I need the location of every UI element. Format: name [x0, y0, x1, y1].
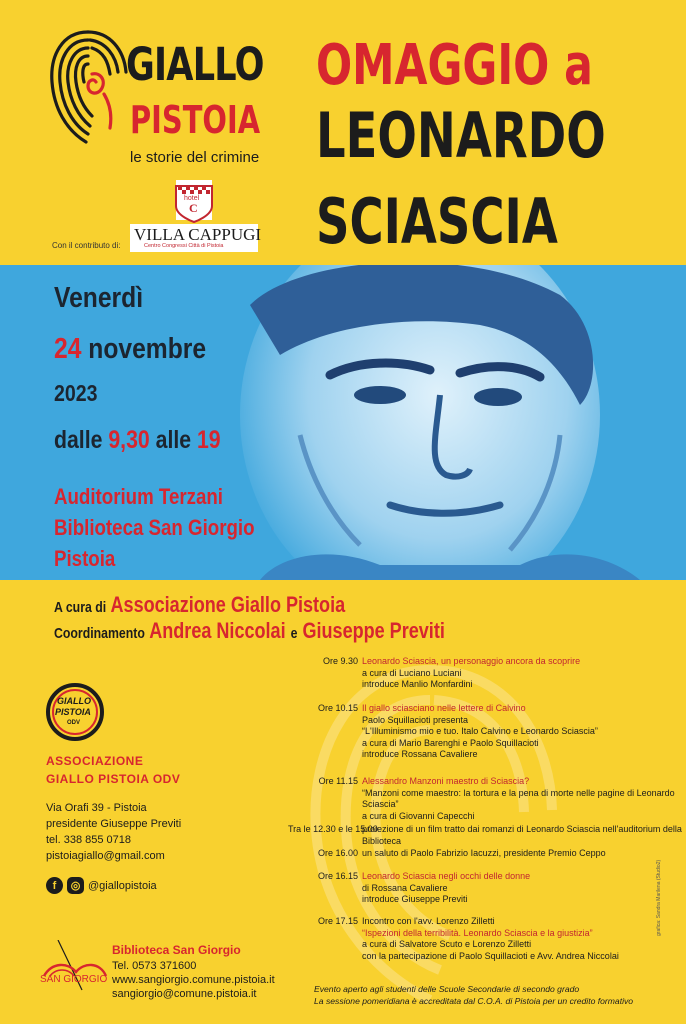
contribution-label: Con il contributo di: — [52, 241, 121, 250]
san-giorgio-logo-label: SAN GIORGIO — [40, 974, 108, 985]
programme-line: Incontro con l'avv. Lorenzo Zilletti — [362, 916, 495, 926]
cura-value: Associazione Giallo Pistoia — [110, 592, 346, 617]
programme-time: Ore 10.15 — [317, 703, 358, 713]
title-line-3: SCIASCIA — [316, 185, 558, 258]
time-to: 19 — [196, 426, 221, 454]
library-email[interactable]: sangiorgio@comune.pistoia.it — [112, 988, 257, 1000]
design-credit: grafica: Sandra Marilena (Studio2) — [656, 859, 662, 936]
logo-giallo-text: GIALLO — [126, 38, 264, 91]
programme-time: Ore 16.00 — [317, 848, 358, 858]
programme-item — [317, 916, 619, 962]
footer-note — [314, 983, 633, 1007]
sponsor-letter: C — [189, 201, 198, 215]
association-title-2: GIALLO PISTOIA ODV — [46, 772, 181, 786]
association-phone: tel. 338 855 0718 — [46, 834, 132, 846]
facebook-icon[interactable]: f — [46, 877, 63, 894]
programme-line: introduce Manlio Monfardini — [362, 679, 473, 689]
title-line-2: LEONARDO — [316, 99, 606, 172]
association-president: presidente Giuseppe Previti — [46, 818, 182, 830]
programme-line: proiezione di un film tratto dai romanzi di Leonardo Sciascia nell'auditorium della Biblioteca — [362, 824, 682, 846]
association-title — [46, 752, 180, 788]
footer-note-line-2: La sessione pomeridiana è accreditata dal C.O.A. di Pistoia per un credito formativo — [314, 996, 634, 1006]
event-day: Venerdì — [54, 282, 144, 314]
library-name: Biblioteca San Giorgio — [112, 943, 241, 957]
event-date-number: 24 — [54, 333, 82, 365]
association-logo-line1: GIALLO — [57, 696, 91, 706]
association-address: Via Orafi 39 - Pistoia — [46, 802, 147, 814]
programme-line: a cura di Mario Barenghi e Paolo Squillacioti — [362, 737, 539, 748]
event-time — [54, 426, 221, 455]
programme-item — [317, 871, 531, 906]
san-giorgio-logo-icon — [38, 940, 112, 996]
programme-line: introduce Rossana Cavaliere — [362, 749, 478, 759]
instagram-icon[interactable]: ◎ — [67, 877, 84, 894]
coord-name-1: Andrea Niccolai — [149, 618, 286, 643]
programme-time: Ore 17.15 — [317, 916, 358, 926]
programme-line: Paolo Squillacioti presenta — [362, 714, 469, 725]
sponsor-small-label: hotel — [184, 195, 200, 202]
logo-tagline: le storie del crimine — [130, 149, 260, 166]
social-handle[interactable]: @giallopistoia — [88, 879, 157, 892]
location-line-3: Pistoia — [54, 546, 116, 571]
time-from: 9,30 — [108, 426, 150, 454]
programme-line: con la partecipazione di Paolo Squillacioti e Avv. Andrea Niccolai — [362, 950, 619, 961]
sponsor-logo — [130, 180, 262, 252]
sponsor-subtitle: Centro Congressi Città di Pistoia — [144, 243, 224, 249]
programme-time: Ore 16.15 — [317, 871, 358, 881]
programme-item — [317, 703, 598, 761]
logo-pistoia-text: PISTOIA — [130, 98, 261, 142]
location-line-1: Auditorium Terzani — [54, 484, 224, 509]
programme-heading: “Ispezioni della terribilità. Leonardo Sciascia e la giustizia” — [362, 927, 593, 938]
time-mid: alle — [155, 426, 192, 454]
time-prefix: dalle — [54, 426, 103, 454]
footer-note-line-1: Evento aperto agli studenti delle Scuole Secondarie di secondo grado — [314, 984, 580, 994]
association-logo-line3: ODV — [67, 720, 81, 726]
association-logo-line2: PISTOIA — [55, 707, 91, 717]
association-title-1: ASSOCIAZIONE — [46, 754, 144, 768]
programme-line: di Rossana Cavaliere — [362, 882, 448, 893]
social-links — [46, 877, 157, 894]
programme-time: Tra le 12.30 e le 15.00 — [288, 824, 378, 834]
title-line-1: OMAGGIO a — [316, 33, 593, 98]
fingerprint-logo-icon — [46, 24, 130, 148]
coord-and: e — [290, 625, 298, 642]
programme-line: un saluto di Paolo Fabrizio Iacuzzi, presidente Premio Ceppo — [362, 848, 606, 858]
library-phone: Tel. 0573 371600 — [112, 960, 197, 972]
programme-heading: Alessandro Manzoni maestro di Sciascia? — [362, 776, 530, 786]
programme-item — [317, 848, 606, 860]
programme-line: a cura di Luciano Luciani — [362, 667, 462, 678]
event-date — [54, 333, 206, 366]
programme-line: “L'Illuminismo mio e tuo. Italo Calvino e Leonardo Sciascia” — [362, 726, 598, 736]
programme-line: a cura di Giovanni Capecchi — [362, 810, 475, 821]
programme-time: Ore 9.30 — [322, 656, 358, 666]
programme-time: Ore 11.15 — [318, 776, 358, 786]
library-website[interactable]: www.sangiorgio.comune.pistoia.it — [112, 974, 275, 986]
event-date-month: novembre — [88, 333, 207, 365]
event-year: 2023 — [54, 380, 98, 406]
association-logo — [46, 683, 104, 741]
programme-item — [322, 656, 581, 691]
coord-label: Coordinamento — [54, 625, 145, 642]
location-line-2: Biblioteca San Giorgio — [54, 515, 255, 540]
programme-item — [318, 776, 686, 822]
programme-item — [288, 824, 686, 847]
association-email[interactable]: pistoiagiallo@gmail.com — [46, 850, 165, 862]
programme-line: introduce Giuseppe Previti — [362, 894, 468, 904]
coord-name-2: Giuseppe Previti — [302, 618, 445, 643]
sponsor-name: VILLA CAPPUGI — [134, 225, 262, 244]
library-contacts — [112, 959, 275, 1001]
association-contacts — [46, 800, 181, 864]
programme-heading: Leonardo Sciascia, un personaggio ancora da scoprire — [362, 656, 581, 666]
programme-line: “Manzoni come maestro: la tortura e la pena di morte nelle pagine di Leonardo Sciascia” — [362, 787, 675, 809]
programme-heading: Il giallo sciasciano nelle lettere di Calvino — [362, 703, 526, 713]
cura-label: A cura di — [54, 599, 107, 616]
cura-line — [54, 592, 345, 618]
programme-line: a cura di Salvatore Scuto e Lorenzo Zilletti — [362, 939, 532, 949]
programme-heading: Leonardo Sciascia negli occhi delle donne — [362, 871, 531, 881]
